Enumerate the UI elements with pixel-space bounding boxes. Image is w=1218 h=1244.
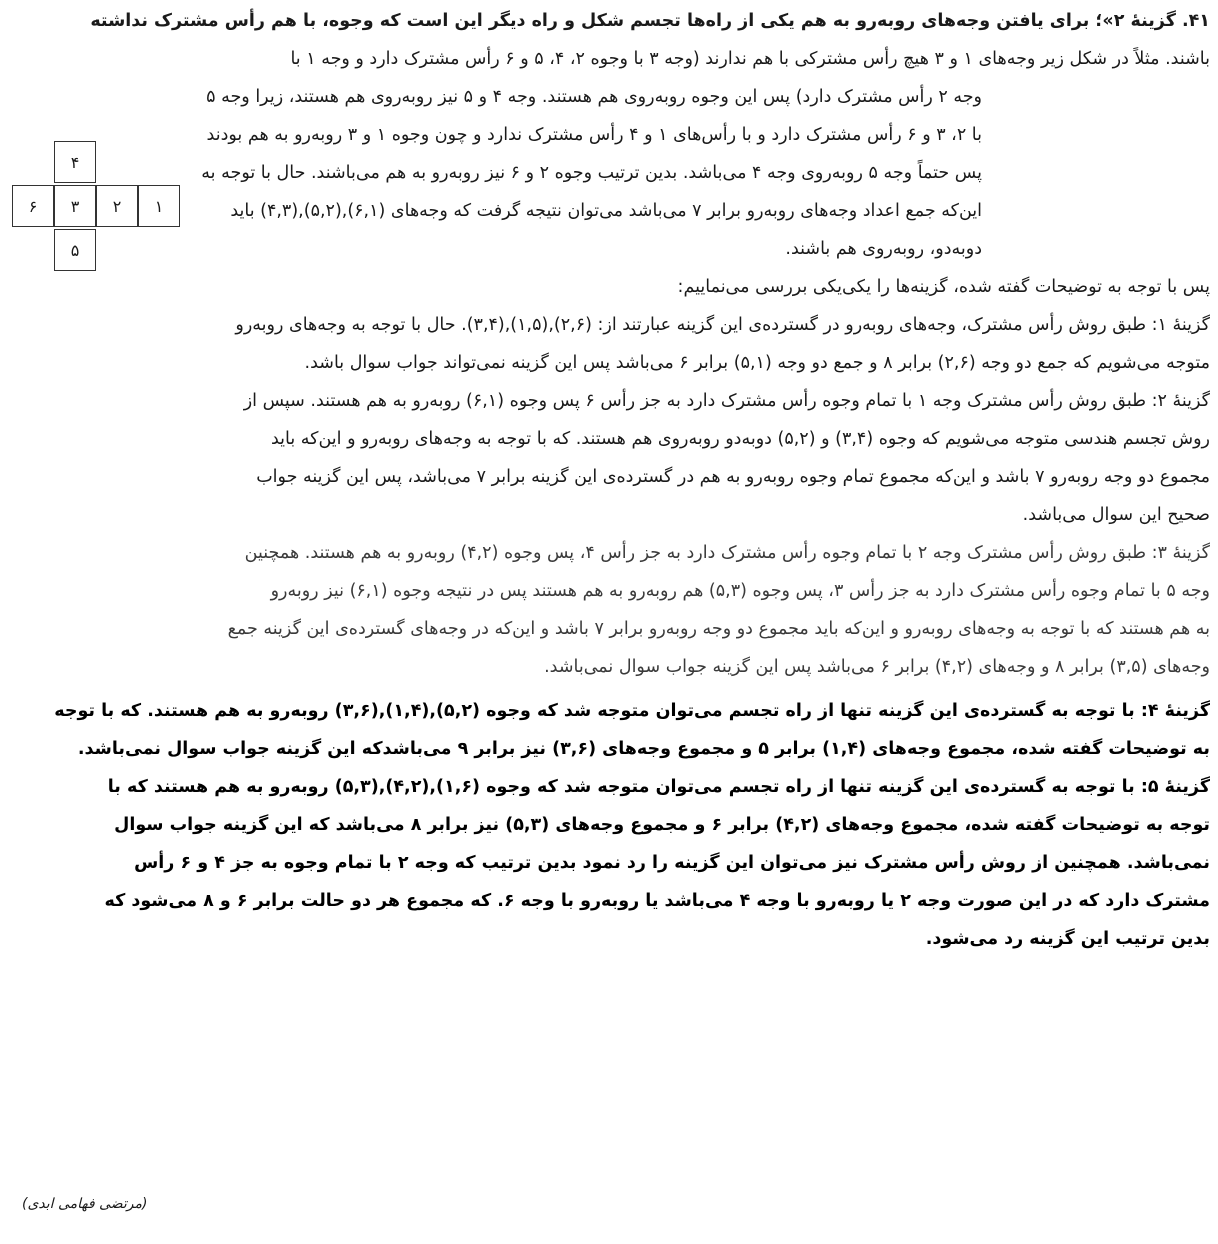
net-cell-top: ۴ [54, 141, 96, 183]
intro-line-6: این‌که جمع اعداد وجه‌های روبه‌رو برابر ۷ می‌باشد می‌توان نتیجه گرفت که وجه‌های (۶,۱),(۵,۲),(۴,۳) باید [230, 201, 982, 221]
author-credit: (مرتضی فهامی ابدی) [22, 1196, 148, 1212]
intro-paragraph [8, 2, 1210, 268]
option-5-paragraph [8, 768, 1210, 958]
net-cell-row-3: ۲ [96, 185, 138, 227]
option-3-line-3: به هم هستند که با توجه به وجه‌های روبه‌رو و این‌که باید مجموع دو وجه روبه‌رو برابر ۷ باشد و این‌که در وجه‌های گسترده‌ی این گزینه جمع [227, 619, 1210, 639]
option-4-line-2: به توضیحات گفته شده، مجموع وجه‌های (۱,۴) برابر ۵ و مجموع وجه‌های (۳,۶) نیز برابر ۹ می‌باشدکه این گزینه جواب سوال نمی‌باشد. [77, 739, 1210, 759]
intro-line-2: باشند. مثلاً در شکل زیر وجه‌های ۱ و ۳ هیچ رأس مشترکی با هم ندارند (وجه ۳ با وجوه ۲، ۴، ۵ و ۶ رأس مشترک دارد و وجه ۱ با [290, 49, 1210, 69]
option-5-line-1: گزینهٔ ۵: با توجه به گسترده‌ی این گزینه تنها از راه تجسم می‌توان متوجه شد که وجوه (۱,۶),(۴,۲),(۵,۳) روبه‌رو به هم هستند که با [107, 777, 1210, 797]
option-3-paragraph [8, 534, 1210, 686]
option-5-line-4: مشترک دارد که در این صورت وجه ۲ یا روبه‌رو با وجه ۴ می‌باشد یا روبه‌رو با وجه ۶. که مجموع هر دو حالت برابر ۶ و ۸ می‌شود که [104, 891, 1210, 911]
net-cell-row-1: ۶ [12, 185, 54, 227]
option-1-paragraph [8, 306, 1210, 382]
option-5-line-5: بدین ترتیب این گزینه رد می‌شود. [925, 929, 1210, 949]
option-5-line-2: توجه به توضیحات گفته شده، مجموع وجه‌های (۴,۲) برابر ۶ و مجموع وجه‌های (۵,۳) نیز برابر ۸ می‌باشد که این گزینه جواب سوال [114, 815, 1210, 835]
option-3-line-1: گزینهٔ ۳: طبق روش رأس مشترک وجه ۲ با تمام وجوه رأس مشترک دارد به جز رأس ۴، پس وجوه (۴,۲) روبه‌رو به هم هستند. همچنین [244, 543, 1210, 563]
option-2-line-1: گزینهٔ ۲: طبق روش رأس مشترک وجه ۱ با تمام وجوه رأس مشترک دارد به جز رأس ۶ پس وجوه (۶,۱) روبه‌رو به هم هستند. سپس از [243, 391, 1210, 411]
option-4-paragraph [8, 692, 1210, 768]
intro-line-3: وجه ۲ رأس مشترک دارد) پس این وجوه روبه‌روی هم هستند. وجه ۴ و ۵ نیز روبه‌روی هم هستند، زیرا وجه ۵ [206, 87, 982, 107]
net-cell-bottom: ۵ [54, 229, 96, 271]
option-3-line-4: وجه‌های (۳,۵) برابر ۸ و وجه‌های (۴,۲) برابر ۶ می‌باشد پس این گزینه جواب سوال نمی‌باشد. [544, 657, 1210, 677]
option-2-line-3: مجموع دو وجه روبه‌رو ۷ باشد و این‌که مجموع تمام وجوه روبه‌رو به هم در گسترده‌ی این گزینه برابر ۷ می‌باشد، پس این گزینه جواب [256, 467, 1210, 487]
option-4-line-1: گزینهٔ ۴: با توجه به گسترده‌ی این گزینه تنها از راه تجسم می‌توان متوجه شد که وجوه (۵,۲),(۱,۴),(۳,۶) روبه‌رو به هم هستند. که با توجه [54, 701, 1210, 721]
intro-line-7: دوبه‌دو، روبه‌روی هم باشند. [785, 239, 982, 259]
intro-line-1: ۴۱. گزینهٔ ۲»؛ برای یافتن وجه‌های روبه‌رو به هم یکی از راه‌ها تجسم شکل و راه دیگر این است که وجوه، با هم رأس مشترک نداشته [90, 11, 1210, 31]
net-cell-row-4: ۱ [138, 185, 180, 227]
net-cell-row-2: ۳ [54, 185, 96, 227]
intro-line-4: با ۲، ۳ و ۶ رأس مشترک دارد و با رأس‌های ۱ و ۴ رأس مشترک ندارد و چون وجوه ۱ و ۳ روبه‌رو به هم بودند [206, 125, 982, 145]
option-3-line-2: وجه ۵ با تمام وجوه رأس مشترک دارد به جز رأس ۳، پس وجوه (۵,۳) هم روبه‌رو به هم هستند پس در نتیجه وجوه (۶,۱) نیز روبه‌رو [270, 581, 1210, 601]
intro-line-5: پس حتماً وجه ۵ روبه‌روی وجه ۴ می‌باشد. بدین ترتیب وجوه ۲ و ۶ نیز روبه‌رو به هم می‌باشند. حال با توجه به [201, 163, 982, 183]
option-2-paragraph [8, 382, 1210, 534]
option-2-line-4: صحیح این سوال می‌باشد. [1022, 505, 1210, 525]
option-1-line-2: متوجه می‌شویم که جمع دو وجه (۲,۶) برابر ۸ و جمع دو وجه (۵,۱) برابر ۶ می‌باشد پس این گزینه نمی‌تواند جواب سوال باشد. [304, 353, 1210, 373]
cube-net-diagram [8, 139, 184, 271]
option-5-line-3: نمی‌باشد. همچنین از روش رأس مشترک نیز می‌توان این گزینه را رد نمود بدین ترتیب که وجه ۲ با تمام وجوه به جز ۴ و ۶ رأس [134, 853, 1210, 873]
option-1-line-1: گزینهٔ ۱: طبق روش رأس مشترک، وجه‌های روبه‌رو در گسترده‌ی این گزینه عبارتند از: (۲,۶),(۱,۵),(۳,۴). حال با توجه به وجه‌های روبه‌رو [235, 315, 1210, 335]
option-2-line-2: روش تجسم هندسی متوجه می‌شویم که وجوه (۳,۴) و (۵,۲) دوبه‌دو روبه‌روی هم هستند. که با توجه به وجه‌های روبه‌رو و این‌که باید [270, 429, 1210, 449]
transition-line: پس با توجه به توضیحات گفته شده، گزینه‌ها را یکی‌یکی بررسی می‌نماییم: [677, 277, 1210, 297]
